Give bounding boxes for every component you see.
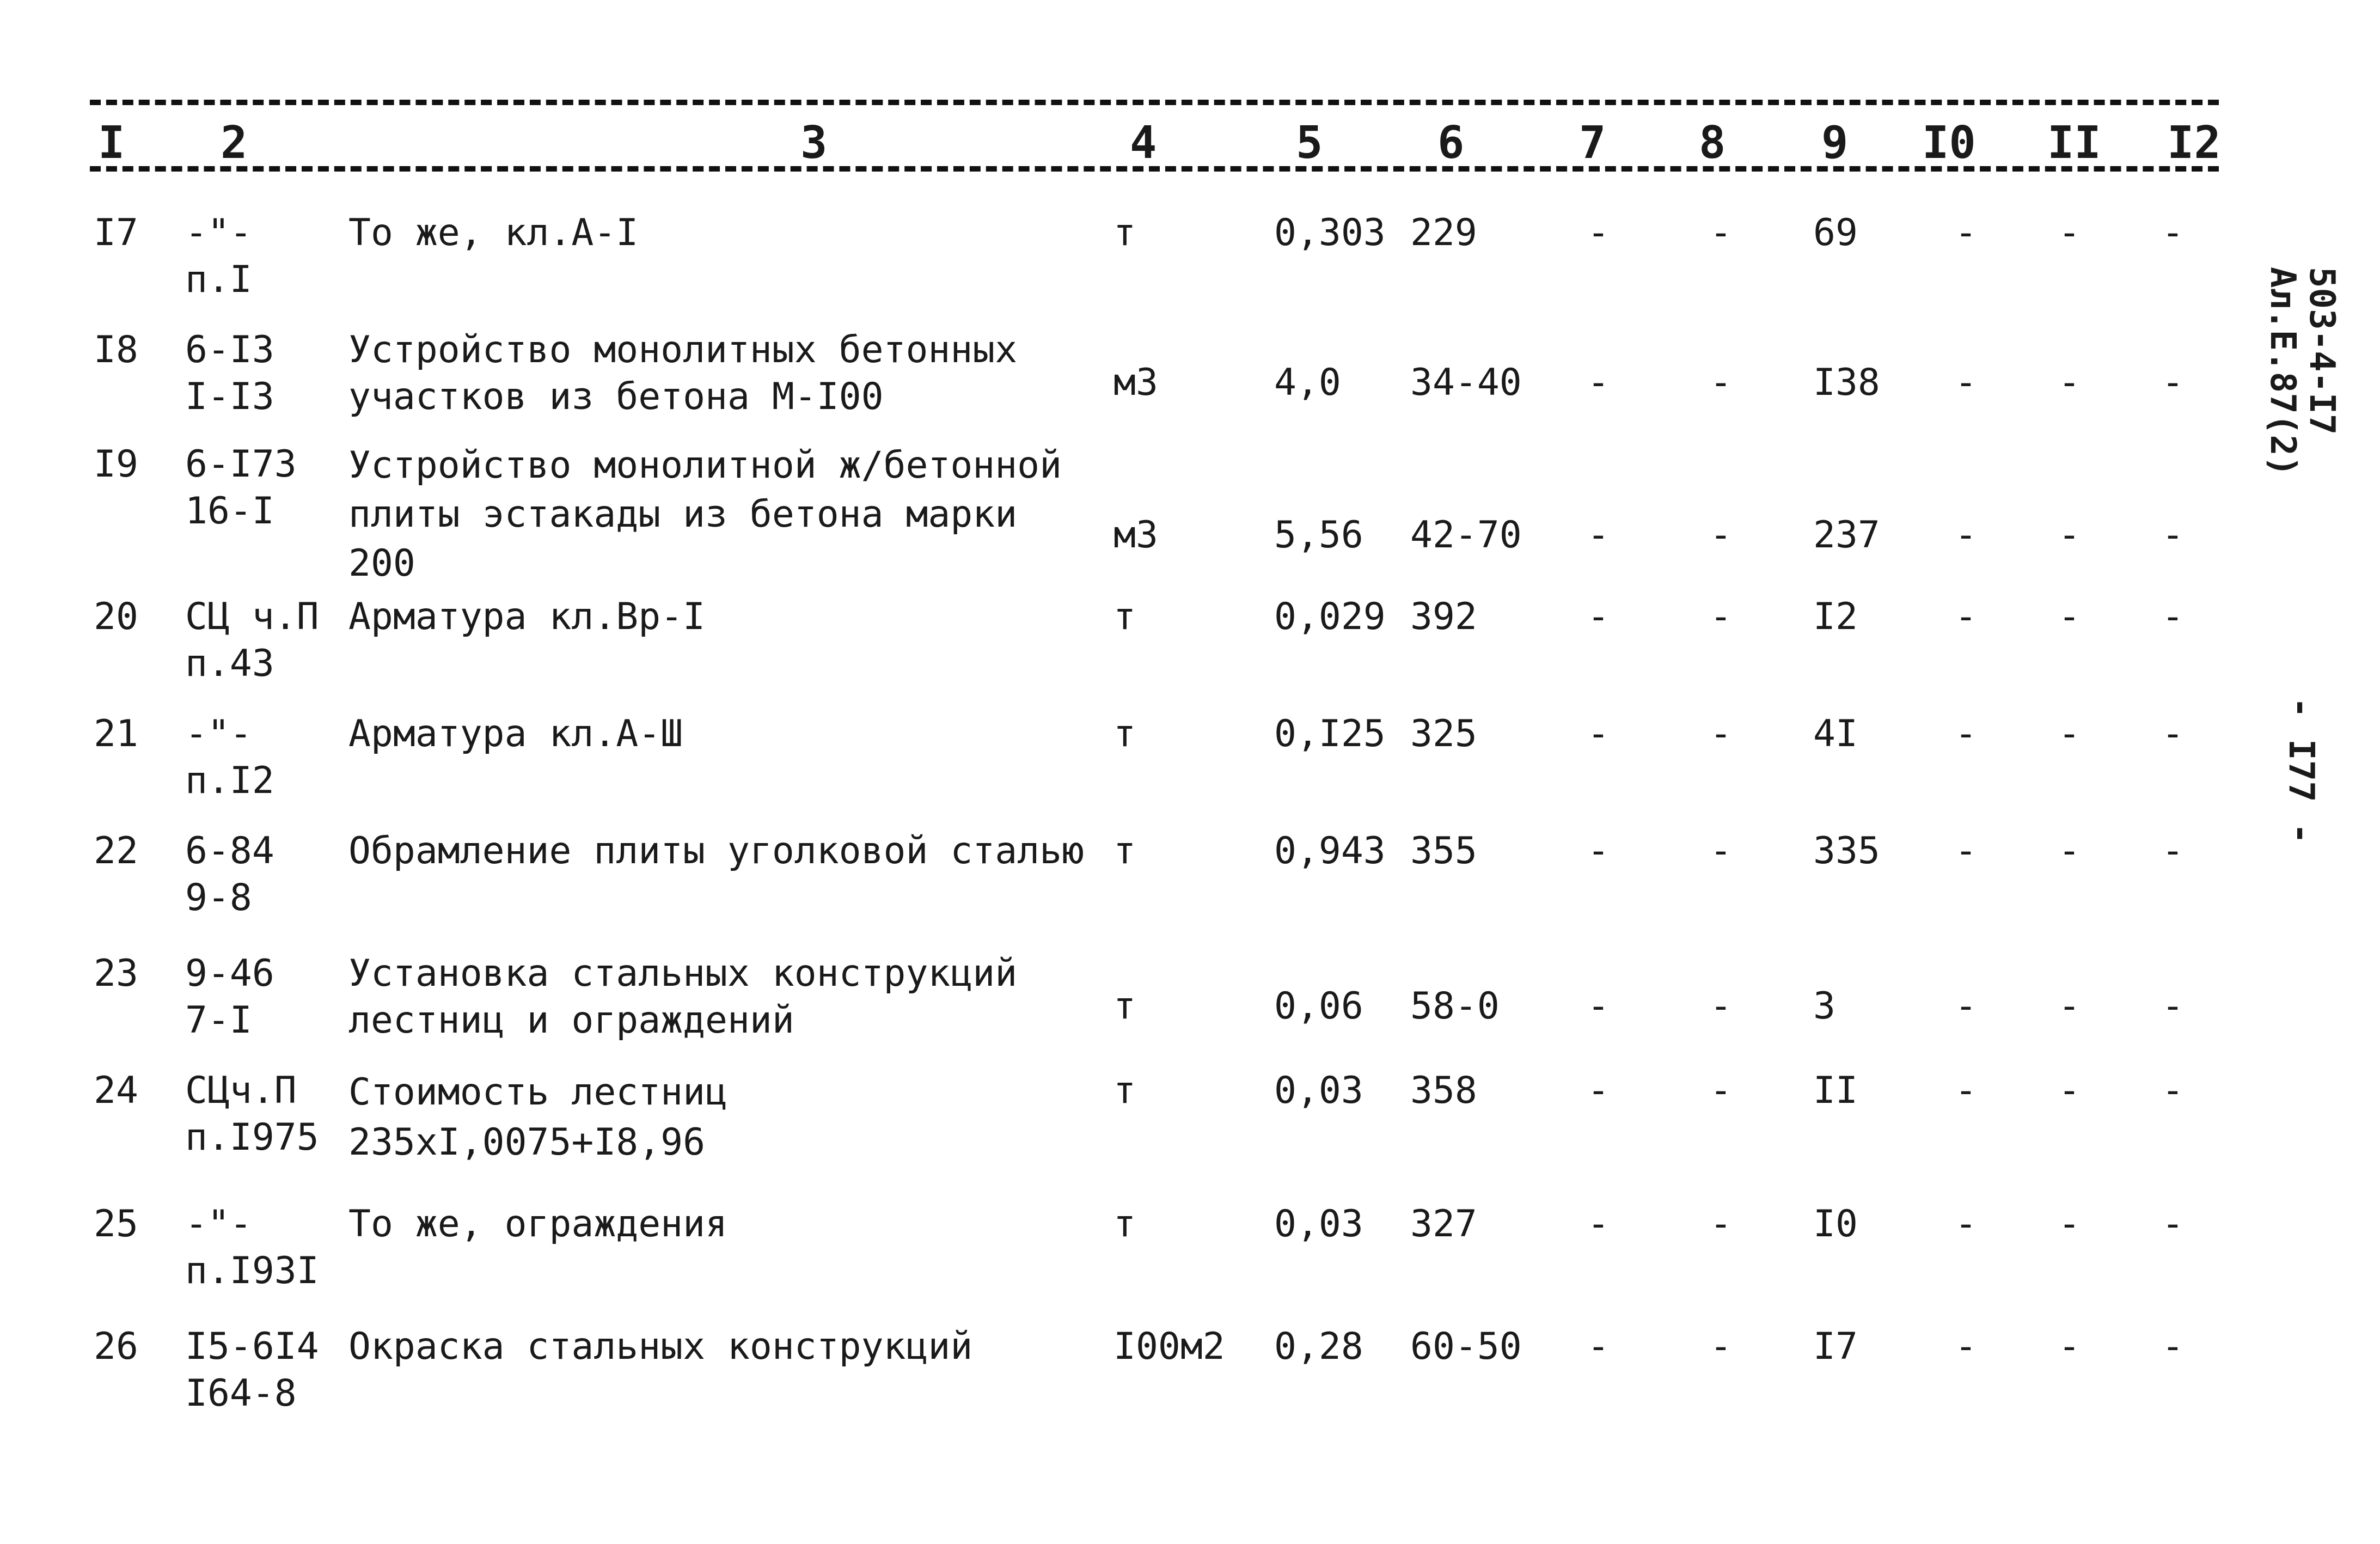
col-10: - — [1955, 1325, 1977, 1368]
col-7: - — [1587, 1325, 1610, 1368]
total-cost: I2 — [1813, 595, 1858, 638]
col-12: - — [2162, 985, 2184, 1028]
col-11: - — [2058, 1203, 2081, 1246]
col-12: - — [2162, 514, 2184, 557]
unit-price: 358 — [1410, 1069, 1477, 1112]
unit-price: 42-70 — [1410, 514, 1522, 557]
row-number: 24 — [94, 1069, 138, 1112]
col-11: - — [2058, 514, 2081, 557]
unit: т — [1113, 211, 1136, 254]
unit: м3 — [1113, 514, 1158, 557]
col-12: - — [2162, 1325, 2184, 1368]
col-7: - — [1587, 1203, 1610, 1246]
total-cost: 69 — [1813, 211, 1858, 254]
col-7: - — [1587, 595, 1610, 638]
quantity: 0,28 — [1274, 1325, 1363, 1368]
total-cost: 4I — [1813, 712, 1858, 755]
header-top-rule — [90, 100, 2219, 105]
col-12: - — [2162, 595, 2184, 638]
unit-price: 325 — [1410, 712, 1477, 755]
header-col-9: 9 — [1821, 117, 1849, 169]
unit-price: 34-40 — [1410, 361, 1522, 404]
quantity: 4,0 — [1274, 361, 1341, 404]
col-8: - — [1710, 514, 1732, 557]
col-10: - — [1955, 361, 1977, 404]
header-col-3: 3 — [800, 117, 828, 169]
norm-code: 6-84 9-8 — [185, 829, 274, 919]
col-12: - — [2162, 361, 2184, 404]
total-cost: 237 — [1813, 514, 1880, 557]
col-8: - — [1710, 1325, 1732, 1368]
norm-code: I5-6I4 I64-8 — [185, 1325, 319, 1415]
header-col-12: I2 — [2167, 117, 2221, 169]
header-col-7: 7 — [1579, 117, 1606, 169]
col-11: - — [2058, 712, 2081, 755]
col-11: - — [2058, 211, 2081, 254]
work-description: Устройство монолитной ж/бетонной плиты эстакады из бетона марки 200 — [348, 444, 1062, 585]
row-number: 26 — [94, 1325, 138, 1368]
unit-price: 355 — [1410, 829, 1477, 872]
col-12: - — [2162, 712, 2184, 755]
total-cost: I0 — [1813, 1203, 1858, 1246]
col-12: - — [2162, 1069, 2184, 1112]
total-cost: 335 — [1813, 829, 1880, 872]
col-8: - — [1710, 361, 1732, 404]
norm-code: -"- п.I2 — [185, 712, 274, 802]
col-8: - — [1710, 211, 1732, 254]
unit: т — [1113, 595, 1136, 638]
unit: т — [1113, 829, 1136, 872]
row-number: 25 — [94, 1203, 138, 1246]
unit-price: 229 — [1410, 211, 1477, 254]
col-12: - — [2162, 1203, 2184, 1246]
row-number: I9 — [94, 443, 138, 486]
row-number: I7 — [94, 211, 138, 254]
work-description: Установка стальных конструкций лестниц и ограждений — [348, 952, 1018, 1042]
document-code-stamp — [2263, 267, 2341, 477]
col-12: - — [2162, 211, 2184, 254]
col-11: - — [2058, 985, 2081, 1028]
row-number: I8 — [94, 328, 138, 371]
quantity: 0,03 — [1274, 1203, 1363, 1246]
col-10: - — [1955, 514, 1977, 557]
unit: т — [1113, 985, 1136, 1028]
col-11: - — [2058, 829, 2081, 872]
col-8: - — [1710, 1203, 1732, 1246]
quantity: 0,303 — [1274, 211, 1386, 254]
unit: т — [1113, 712, 1136, 755]
col-7: - — [1587, 829, 1610, 872]
work-description: Обрамление плиты уголковой сталью — [348, 829, 1085, 872]
col-7: - — [1587, 514, 1610, 557]
row-number: 23 — [94, 952, 138, 995]
col-8: - — [1710, 712, 1732, 755]
quantity: 0,029 — [1274, 595, 1386, 638]
col-7: - — [1587, 985, 1610, 1028]
col-10: - — [1955, 211, 1977, 254]
col-8: - — [1710, 595, 1732, 638]
unit-price: 327 — [1410, 1203, 1477, 1246]
page-number: - I77 - — [2281, 697, 2321, 844]
work-description: Стоимость лестниц 235хI,0075+I8,96 — [348, 1071, 727, 1164]
col-12: - — [2162, 829, 2184, 872]
norm-code: -"- п.I93I — [185, 1203, 319, 1292]
work-description: Арматура кл.Вр-I — [348, 595, 706, 638]
norm-code: 6-I73 16-I — [185, 443, 297, 533]
work-description: Окраска стальных конструкций — [348, 1325, 973, 1368]
work-description: Устройство монолитных бетонных участков из бетона М-I00 — [348, 328, 1018, 418]
norm-code: -"- п.I — [185, 211, 252, 301]
header-col-8: 8 — [1699, 117, 1726, 169]
col-10: - — [1955, 712, 1977, 755]
row-number: 21 — [94, 712, 138, 755]
col-7: - — [1587, 211, 1610, 254]
quantity: 0,943 — [1274, 829, 1386, 872]
norm-code: 9-46 7-I — [185, 952, 274, 1042]
work-description: То же, ограждения — [348, 1203, 727, 1246]
total-cost: II — [1813, 1069, 1858, 1112]
col-10: - — [1955, 829, 1977, 872]
header-col-5: 5 — [1296, 117, 1323, 169]
row-number: 20 — [94, 595, 138, 638]
norm-code: 6-I3 I-I3 — [185, 328, 274, 418]
col-11: - — [2058, 361, 2081, 404]
header-col-2: 2 — [221, 117, 248, 169]
document-code-line-2: Ал.Е.87(2) — [2262, 267, 2303, 477]
col-7: - — [1587, 1069, 1610, 1112]
col-8: - — [1710, 829, 1732, 872]
header-col-6: 6 — [1437, 117, 1465, 169]
quantity: 5,56 — [1274, 514, 1363, 557]
col-10: - — [1955, 985, 1977, 1028]
quantity: 0,06 — [1274, 985, 1363, 1028]
quantity: 0,I25 — [1274, 712, 1386, 755]
unit-price: 60-50 — [1410, 1325, 1522, 1368]
quantity: 0,03 — [1274, 1069, 1363, 1112]
unit: т — [1113, 1069, 1136, 1112]
unit: I00м2 — [1113, 1325, 1225, 1368]
norm-code: СЦч.П п.I975 — [185, 1069, 319, 1159]
work-description: То же, кл.А-I — [348, 211, 639, 254]
col-10: - — [1955, 1069, 1977, 1112]
norm-code: СЦ ч.П п.43 — [185, 595, 319, 685]
total-cost: I7 — [1813, 1325, 1858, 1368]
col-10: - — [1955, 1203, 1977, 1246]
col-11: - — [2058, 595, 2081, 638]
unit: т — [1113, 1203, 1136, 1246]
col-11: - — [2058, 1325, 2081, 1368]
header-col-10: I0 — [1922, 117, 1976, 169]
header-col-11: II — [2047, 117, 2101, 169]
unit: м3 — [1113, 361, 1158, 404]
unit-price: 58-0 — [1410, 985, 1500, 1028]
col-7: - — [1587, 361, 1610, 404]
header-col-1: I — [98, 117, 125, 169]
col-11: - — [2058, 1069, 2081, 1112]
document-code-line-1: 503-4-I7 — [2302, 267, 2342, 435]
row-number: 22 — [94, 829, 138, 872]
total-cost: I38 — [1813, 361, 1880, 404]
col-8: - — [1710, 985, 1732, 1028]
col-8: - — [1710, 1069, 1732, 1112]
header-col-4: 4 — [1130, 117, 1157, 169]
unit-price: 392 — [1410, 595, 1477, 638]
col-10: - — [1955, 595, 1977, 638]
work-description: Арматура кл.А-Ш — [348, 712, 683, 755]
total-cost: 3 — [1813, 985, 1836, 1028]
col-7: - — [1587, 712, 1610, 755]
